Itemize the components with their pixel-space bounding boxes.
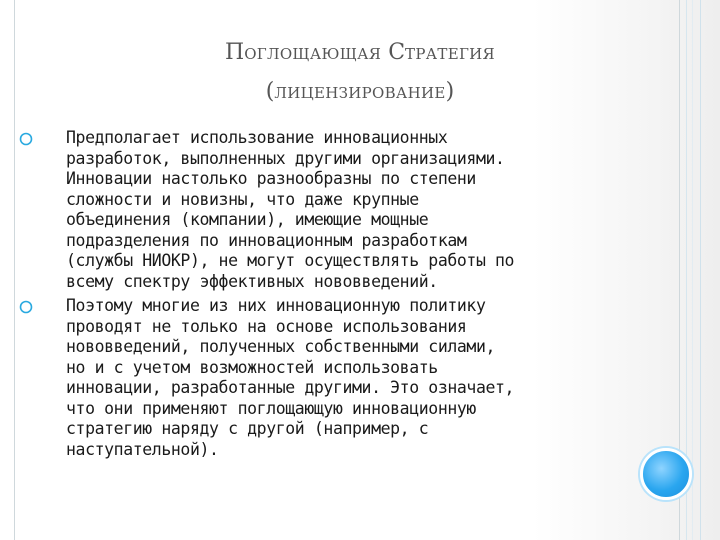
corner-circle-ornament [640, 448, 692, 500]
title-word-2: ТРАТЕГИЯ [405, 45, 495, 63]
hollow-circle-bullet-icon [18, 299, 34, 315]
bullet-text-2: Поэтому многие из них инновационную политику проводят не только на основе использования нововведений, полученных собственными силами, но и с учетом возможностей использовать инновации, разработанные другими. Это означает, что они применяют поглощающую инновационную стратегию наряду с другой (например, с наступательной). [66, 296, 515, 459]
title-cap-letter-2: С [381, 40, 406, 65]
title-close-paren: ) [445, 79, 455, 104]
title-subtitle: ЛИЦЕНЗИРОВАНИЕ [274, 84, 446, 102]
title-line-2 [60, 73, 660, 112]
hollow-circle-bullet-icon [18, 131, 34, 147]
title-open-paren: ( [265, 79, 275, 104]
bullet-item-2 [18, 296, 618, 460]
title-line-1 [60, 34, 660, 73]
bullet-text-1: Предполагает использование инновационных разработок, выполненных другими организациями. Инновации настолько разнообразны по степени сложности и новизны, что даже крупные объединения (компании), имеющие мощные подразделения по инновационным разработкам (службы НИОКР), не могут осуществлять работы по всему спектру эффективных нововведений. [66, 128, 515, 291]
title-word-1: ОГЛОЩАЮЩАЯ [244, 45, 382, 63]
bullet-item-1 [18, 128, 618, 292]
title-cap-letter: П [225, 40, 245, 65]
slide-title [60, 34, 660, 112]
bullet-list [18, 128, 618, 464]
